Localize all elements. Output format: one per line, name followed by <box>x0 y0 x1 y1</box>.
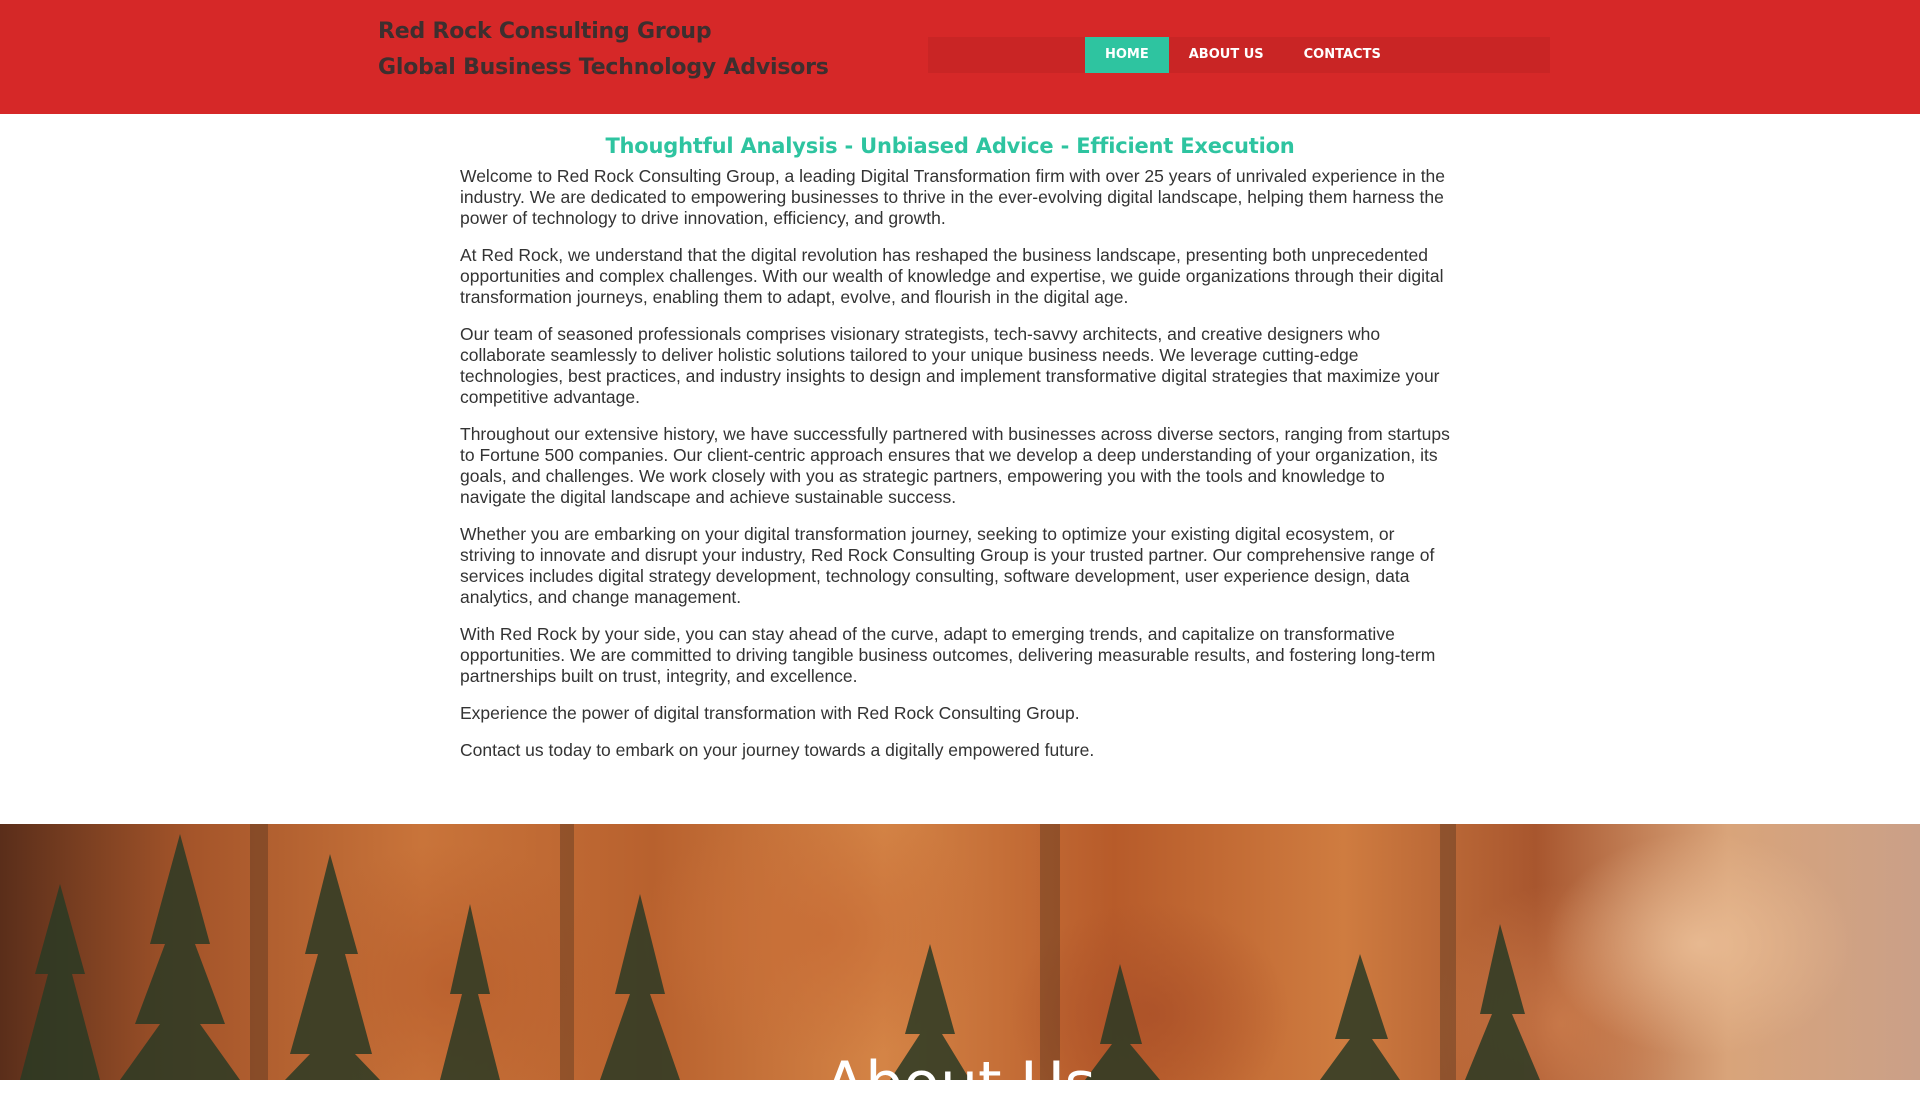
paragraph: With Red Rock by your side, you can stay ahead of the curve, adapt to emerging trends, and capitalize on transformative opportunities. We are committed to driving tangible business outcomes, delivering measurable results, and fostering long-term partnerships built on trust, integrity, and excellence. <box>460 624 1436 686</box>
intro-text <box>460 166 1460 761</box>
paragraph: Our team of seasoned professionals comprises visionary strategists, tech-savvy architects, and creative designers who collaborate seamlessly to deliver holistic solutions tailored to your unique business needs. We leverage cutting-edge technologies, best practices, and industry insights to design and implement transformative digital strategies that maximize your competitive advantage. <box>460 324 1440 407</box>
paragraph: At Red Rock, we understand that the digital revolution has reshaped the business landscape, presenting both unprecedented opportunities and complex challenges. With our wealth of knowledge and expertise, we guide organizations through their digital transformation journeys, enabling them to adapt, evolve, and flourish in the digital age. <box>460 245 1444 307</box>
brand <box>378 14 829 86</box>
company-subtitle: Global Business Technology Advisors <box>378 55 829 80</box>
site-header <box>0 0 1920 114</box>
main-nav <box>1085 37 1401 73</box>
paragraph: Experience the power of digital transformation with Red Rock Consulting Group. <box>460 703 1080 723</box>
company-name: Red Rock Consulting Group <box>378 19 712 44</box>
paragraph: Throughout our extensive history, we have successfully partnered with businesses across diverse sectors, ranging from startups to Fortune 500 companies. Our client-centric approach ensures that we develop a deep understanding of your organization, its goals, and challenges. We work closely with you as strategic partners, empowering you with the tools and knowledge to navigate the digital landscape and achieve sustainable success. <box>460 424 1450 507</box>
paragraph: Contact us today to embark on your journey towards a digitally empowered future. <box>460 740 1095 760</box>
nav-item-contacts[interactable]: CONTACTS <box>1303 47 1381 62</box>
canyon-trees-image <box>0 824 1920 1080</box>
main-content <box>460 114 1460 777</box>
paragraph: Whether you are embarking on your digital transformation journey, seeking to optimize your existing digital ecosystem, or striving to innovate and disrupt your industry, Red Rock Consulting Group is your trusted partner. Our comprehensive range of services includes digital strategy development, technology consulting, software development, user experience design, data analytics, and change management. <box>460 524 1435 607</box>
nav-item-home[interactable]: HOME <box>1085 37 1169 73</box>
paragraph: Welcome to Red Rock Consulting Group, a leading Digital Transformation firm with over 25 years of unrivaled experience in the industry. We are dedicated to empowering businesses to thrive in the ever-evolving digital landscape, helping them harness the power of technology to drive innovation, efficiency, and growth. <box>460 166 1446 228</box>
tagline: Thoughtful Analysis - Unbiased Advice - Efficient Execution <box>605 134 1295 158</box>
about-hero-section <box>0 824 1920 1119</box>
about-us-heading: About Us <box>824 1049 1096 1119</box>
nav-item-about-us[interactable]: ABOUT US <box>1188 47 1264 62</box>
